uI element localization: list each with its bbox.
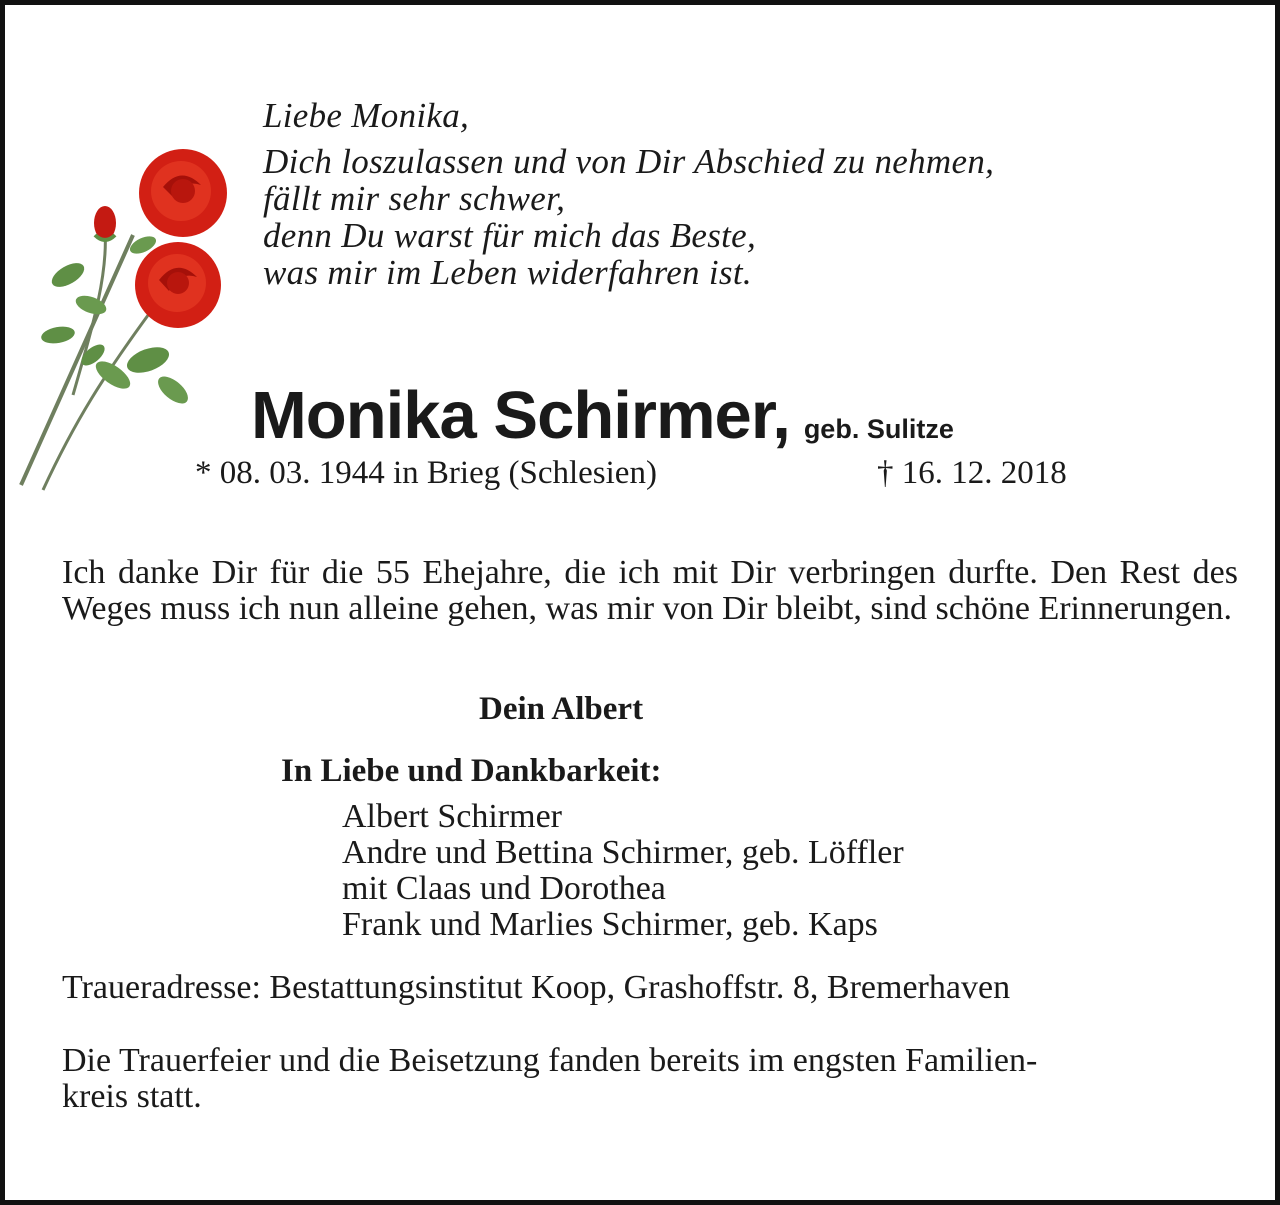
mourning-address: Traueradresse: Bestattungsinstitut Koop, Grashoffstr. 8, Bremerhaven — [62, 969, 1011, 1006]
rose-icon — [13, 145, 253, 495]
mourner-line: Andre und Bettina Schirmer, geb. Löffler — [342, 834, 904, 871]
closing-heading: In Liebe und Dankbarkeit: — [281, 753, 662, 789]
ceremony-line: kreis statt. — [62, 1078, 202, 1115]
poem-salutation: Liebe Monika, — [263, 96, 470, 135]
thanks-paragraph: Ich danke Dir für die 55 Ehejahre, die ich mit Dir verbringen durfte. Den Rest des Weges muss ich nun alleine gehen, was mir von Dir bleibt, sind schöne Erinnerungen. — [62, 554, 1238, 627]
poem-line: Dich loszulassen und von Dir Abschied zu nehmen, — [263, 142, 995, 181]
poem-line: was mir im Leben widerfahren ist. — [263, 253, 752, 292]
birth-date: * 08. 03. 1944 in Brieg (Schlesien) — [195, 455, 657, 491]
ceremony-line: Die Trauerfeier und die Beisetzung fanden bereits im engsten Familien- — [62, 1042, 1038, 1079]
mourner-line: Frank und Marlies Schirmer, geb. Kaps — [342, 906, 878, 943]
mourners-list — [342, 799, 904, 943]
mourner-line: mit Claas und Dorothea — [342, 870, 666, 907]
poem-line: denn Du warst für mich das Beste, — [263, 216, 757, 255]
poem-line: fällt mir sehr schwer, — [263, 179, 566, 218]
maiden-name: geb. Sulitze — [803, 414, 954, 444]
poem — [263, 97, 994, 291]
ceremony-note — [62, 1043, 1238, 1115]
death-date: † 16. 12. 2018 — [877, 455, 1067, 491]
deceased-name-row — [251, 377, 954, 454]
signature: Dein Albert — [479, 691, 644, 727]
mourner-line: Albert Schirmer — [342, 798, 562, 835]
deceased-name: Monika Schirmer, — [251, 378, 790, 453]
